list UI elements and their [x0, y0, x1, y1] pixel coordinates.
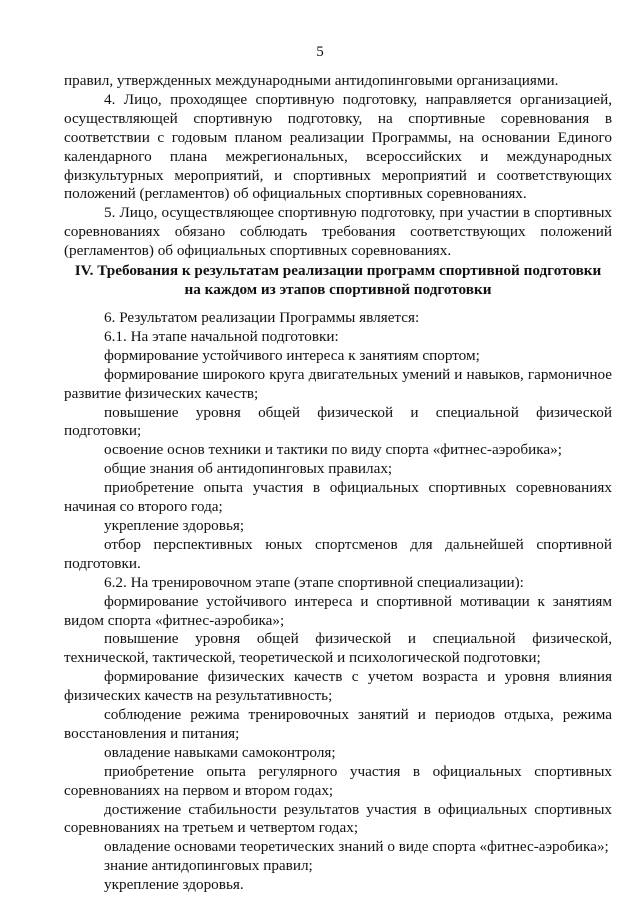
- list-item: повышение уровня общей физической и специальной физической, технической, тактической, теоретической и психологической подготовки;: [64, 630, 612, 667]
- top-text-block: [64, 72, 612, 261]
- page-number: 5: [316, 44, 324, 60]
- subsection-6-1: 6.1. На этапе начальной подготовки:: [104, 327, 339, 345]
- section-heading-line-1: IV. Требования к результатам реализации программ спортивной подготовки: [74, 262, 602, 279]
- list-item: общие знания об антидопинговых правилах;: [104, 460, 393, 478]
- list-item: отбор перспективных юных спортсменов для дальнейшей спортивной подготовки.: [64, 535, 612, 572]
- paragraph-5: 5. Лицо, осуществляющее спортивную подготовку, при участии в спортивных соревнованиях обязано соблюдать требования соответствующих положений (регламентов) об официальных спортивных соревнованиях.: [64, 204, 612, 260]
- list-item: формирование широкого круга двигательных умений и навыков, гармоничное развитие физических качеств;: [64, 365, 612, 402]
- list-item: овладение навыками самоконтроля;: [104, 743, 336, 761]
- list-item: приобретение опыта участия в официальных спортивных соревнованиях начиная со второго года;: [64, 479, 612, 516]
- list-item: соблюдение режима тренировочных занятий и периодов отдыха, режима восстановления и питания;: [64, 706, 612, 742]
- list-item: освоение основ техники и тактики по виду спорта «фитнес-аэробика»;: [104, 441, 562, 459]
- list-item: приобретение опыта регулярного участия в официальных спортивных соревнованиях на первом и втором годах;: [64, 762, 612, 799]
- section-heading-line-2: на каждом из этапов спортивной подготовки: [184, 281, 492, 298]
- list-item: укрепление здоровья.: [104, 876, 244, 894]
- paragraph-4: 4. Лицо, проходящее спортивную подготовку, направляется организацией, осуществляющей спортивную подготовку, на спортивные соревнования в соответствии с годовым планом реализации Программы, на основании Единого календарного плана межрегиональных, всероссийских и международных физкультурных мероприятий, и спортивных мероприятий и соответствующих положений (регламентов) об официальных спортивных соревнованиях.: [64, 90, 612, 203]
- paragraph-6: 6. Результатом реализации Программы является:: [104, 309, 420, 326]
- list-item: знание антидопинговых правил;: [104, 857, 313, 875]
- list-item: достижение стабильности результатов участия в официальных спортивных соревнованиях на третьем и четвертом годах;: [64, 800, 612, 837]
- subsection-6-2: 6.2. На тренировочном этапе (этапе спортивной специализации):: [104, 573, 524, 591]
- section-heading: [64, 261, 612, 299]
- results-text-block: [64, 309, 612, 895]
- list-item: формирование физических качеств с учетом возраста и уровня влияния физических качеств на результативность;: [64, 668, 612, 705]
- list-item: овладение основами теоретических знаний о виде спорта «фитнес-аэробика»;: [104, 838, 609, 856]
- list-item: формирование устойчивого интереса к занятиям спортом;: [104, 346, 480, 364]
- list-item: укрепление здоровья;: [104, 516, 245, 534]
- paragraph-continuation: правил, утвержденных международными антидопинговыми организациями.: [64, 72, 559, 89]
- list-item: повышение уровня общей физической и специальной физической подготовки;: [64, 403, 612, 440]
- list-item: формирование устойчивого интереса и спортивной мотивации к занятиям видом спорта «фитнес-аэробика»;: [64, 592, 612, 629]
